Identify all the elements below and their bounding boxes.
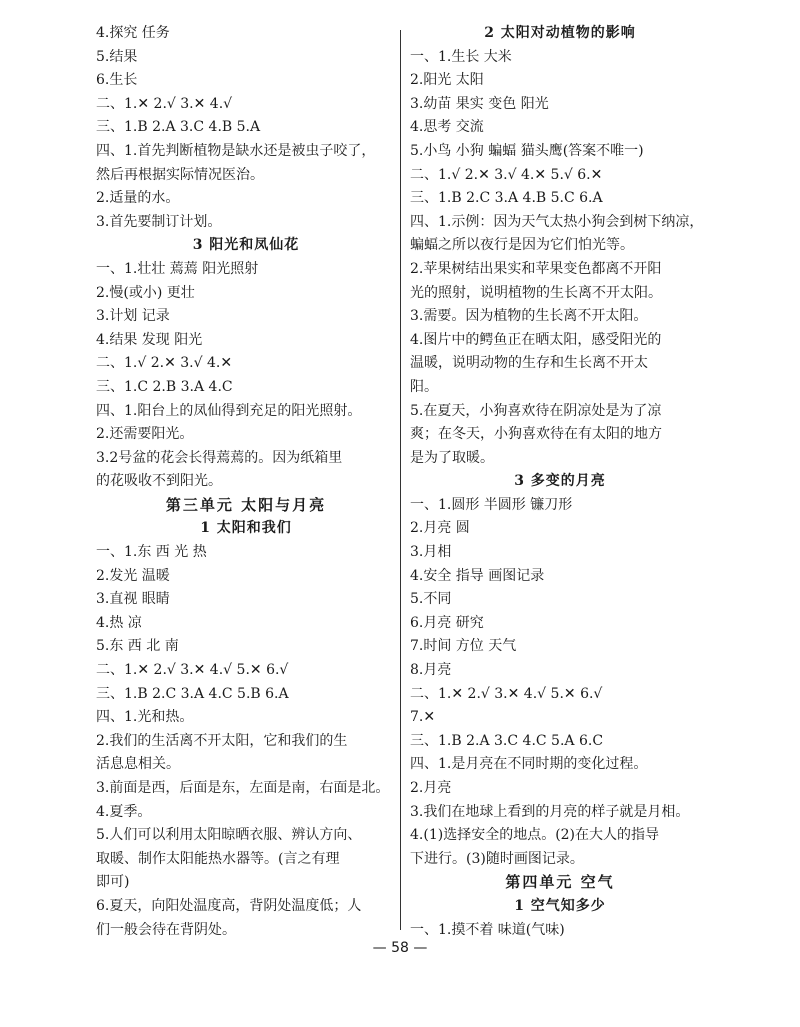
answer-line: 3.2号盆的花会长得蔫蔫的。因为纸箱里 xyxy=(96,449,343,466)
answer-line: 2.发光 温暖 xyxy=(96,567,170,584)
answer-line: 2.我们的生活离不开太阳，它和我们的生 xyxy=(96,732,348,749)
page-number: — 58 — xyxy=(372,940,428,956)
answer-line: 二、1.✕ 2.√ 3.✕ 4.√ 5.✕ 6.√ xyxy=(410,685,603,702)
answer-line: 们一般会待在背阴处。 xyxy=(96,921,236,938)
answer-line: 3.幼苗 果实 变色 阳光 xyxy=(410,95,549,112)
answer-line: 5.在夏天，小狗喜欢待在阴凉处是为了凉 xyxy=(410,402,662,419)
answer-line: 三、1.B 2.C 3.A 4.C 5.B 6.A xyxy=(96,685,289,702)
answer-line: 光的照射，说明植物的生长离不开太阳。 xyxy=(410,284,662,301)
answer-line: 6.月亮 研究 xyxy=(410,614,484,631)
answer-line: 4.安全 指导 画图记录 xyxy=(410,567,545,584)
answer-line: 二、1.√ 2.✕ 3.√ 4.✕ 5.√ 6.✕ xyxy=(410,166,603,183)
unit-heading: 第三单元 太阳与月亮 xyxy=(165,495,327,514)
answer-line: 二、1.✕ 2.√ 3.✕ 4.√ 5.✕ 6.√ xyxy=(96,662,289,679)
answer-line: 4.图片中的鳄鱼正在晒太阳，感受阳光的 xyxy=(410,331,662,348)
answer-line: 5.人们可以利用太阳晾晒衣服、辨认方向、 xyxy=(96,827,362,844)
answer-line: 2.慢(或小) 更壮 xyxy=(96,284,195,301)
answer-line: 6.生长 xyxy=(96,72,138,89)
section-heading: 2 太阳对动植物的影响 xyxy=(484,25,636,41)
answer-line: 一、1.摸不着 味道(气味) xyxy=(410,921,565,938)
answer-line: 5.结果 xyxy=(96,48,138,65)
answer-line: 4.(1)选择安全的地点。(2)在大人的指导 xyxy=(410,827,660,844)
answer-line: 一、1.东 西 光 热 xyxy=(96,544,207,561)
section-heading: 3 多变的月亮 xyxy=(514,473,606,490)
answer-line: 6.夏天，向阳处温度高，背阴处温度低；人 xyxy=(96,897,362,914)
answer-line: 2.月亮 圆 xyxy=(410,520,470,537)
answer-line: 4.结果 发现 阳光 xyxy=(96,331,203,348)
answer-line: 四、1.首先判断植物是缺水还是被虫子咬了， xyxy=(96,142,376,159)
section-heading: 3 阳光和凤仙花 xyxy=(192,237,300,254)
left-column xyxy=(96,22,396,942)
section-heading: 1 太阳和我们 xyxy=(200,520,292,537)
answer-line: 2.还需要阳光。 xyxy=(96,426,194,443)
answer-line: 5.东 西 北 南 xyxy=(96,638,179,655)
answer-line: 然后再根据实际情况医治。 xyxy=(96,166,264,183)
answer-line: 的花吸收不到阳光。 xyxy=(96,473,222,490)
unit-heading: 第四单元 空气 xyxy=(505,873,615,892)
answer-line: 二、1.✕ 2.√ 3.✕ 4.√ xyxy=(96,95,233,112)
column-divider xyxy=(400,30,401,930)
answer-line: 温暖，说明动物的生存和生长离不开太 xyxy=(410,355,648,372)
answer-line: 8.月亮 xyxy=(410,662,452,679)
answer-line: 三、1.B 2.A 3.C 4.B 5.A xyxy=(96,119,261,136)
answer-line: 3.前面是西，后面是东，左面是南，右面是北。 xyxy=(96,780,390,796)
answer-line: 5.不同 xyxy=(410,591,452,608)
answer-line: 一、1.圆形 半圆形 镰刀形 xyxy=(410,496,573,513)
answer-line: 四、1.阳台上的凤仙得到充足的阳光照射。 xyxy=(96,402,362,419)
answer-line: 5.小鸟 小狗 蝙蝠 猫头鹰(答案不唯一) xyxy=(410,142,644,159)
answer-line: 7.✕ xyxy=(410,709,436,726)
answer-line: 4.夏季。 xyxy=(96,803,152,820)
answer-line: 三、1.B 2.C 3.A 4.B 5.C 6.A xyxy=(410,190,603,207)
answer-line: 3.计划 记录 xyxy=(96,308,170,325)
answer-line: 四、1.是月亮在不同时期的变化过程。 xyxy=(410,756,648,773)
answer-line: 阳。 xyxy=(410,378,438,395)
answer-line: 即可) xyxy=(96,874,130,891)
answer-line: 取暖、制作太阳能热水器等。(言之有理 xyxy=(96,850,340,867)
answer-line: 一、1.生长 大米 xyxy=(410,48,512,65)
answer-line: 3.需要。因为植物的生长离不开太阳。 xyxy=(410,308,648,325)
answer-line: 3.首先要制订计划。 xyxy=(96,213,222,230)
right-column xyxy=(410,22,710,942)
answer-line: 3.直视 眼睛 xyxy=(96,591,170,608)
answer-line: 2.阳光 太阳 xyxy=(410,72,484,89)
answer-line: 二、1.√ 2.✕ 3.√ 4.✕ xyxy=(96,355,233,372)
answer-line: 四、1.示例：因为天气太热小狗会到树下纳凉， xyxy=(410,213,704,230)
answer-line: 4.探究 任务 xyxy=(96,25,170,41)
answer-line: 2.苹果树结出果实和苹果变色都离不开阳 xyxy=(410,260,662,277)
answer-line: 爽；在冬天，小狗喜欢待在有太阳的地方 xyxy=(410,426,662,443)
answer-line: 3.我们在地球上看到的月亮的样子就是月相。 xyxy=(410,803,690,820)
section-heading: 1 空气知多少 xyxy=(514,897,606,914)
answer-line: 2.适量的水。 xyxy=(96,190,180,207)
answer-line: 一、1.壮壮 蔫蔫 阳光照射 xyxy=(96,260,259,277)
answer-line: 2.月亮 xyxy=(410,780,452,796)
answer-line: 三、1.B 2.A 3.C 4.C 5.A 6.C xyxy=(410,732,604,749)
answer-line: 3.月相 xyxy=(410,544,452,561)
answer-line: 蝙蝠之所以夜行是因为它们怕光等。 xyxy=(410,237,634,254)
answer-line: 7.时间 方位 天气 xyxy=(410,638,517,655)
answer-line: 活息息相关。 xyxy=(96,756,180,773)
answer-line: 4.热 凉 xyxy=(96,614,142,631)
answer-line: 下进行。(3)随时画图记录。 xyxy=(410,850,584,867)
answer-line: 四、1.光和热。 xyxy=(96,709,194,726)
answer-line: 三、1.C 2.B 3.A 4.C xyxy=(96,378,233,395)
answer-line: 是为了取暖。 xyxy=(410,449,494,466)
answer-line: 4.思考 交流 xyxy=(410,119,484,136)
